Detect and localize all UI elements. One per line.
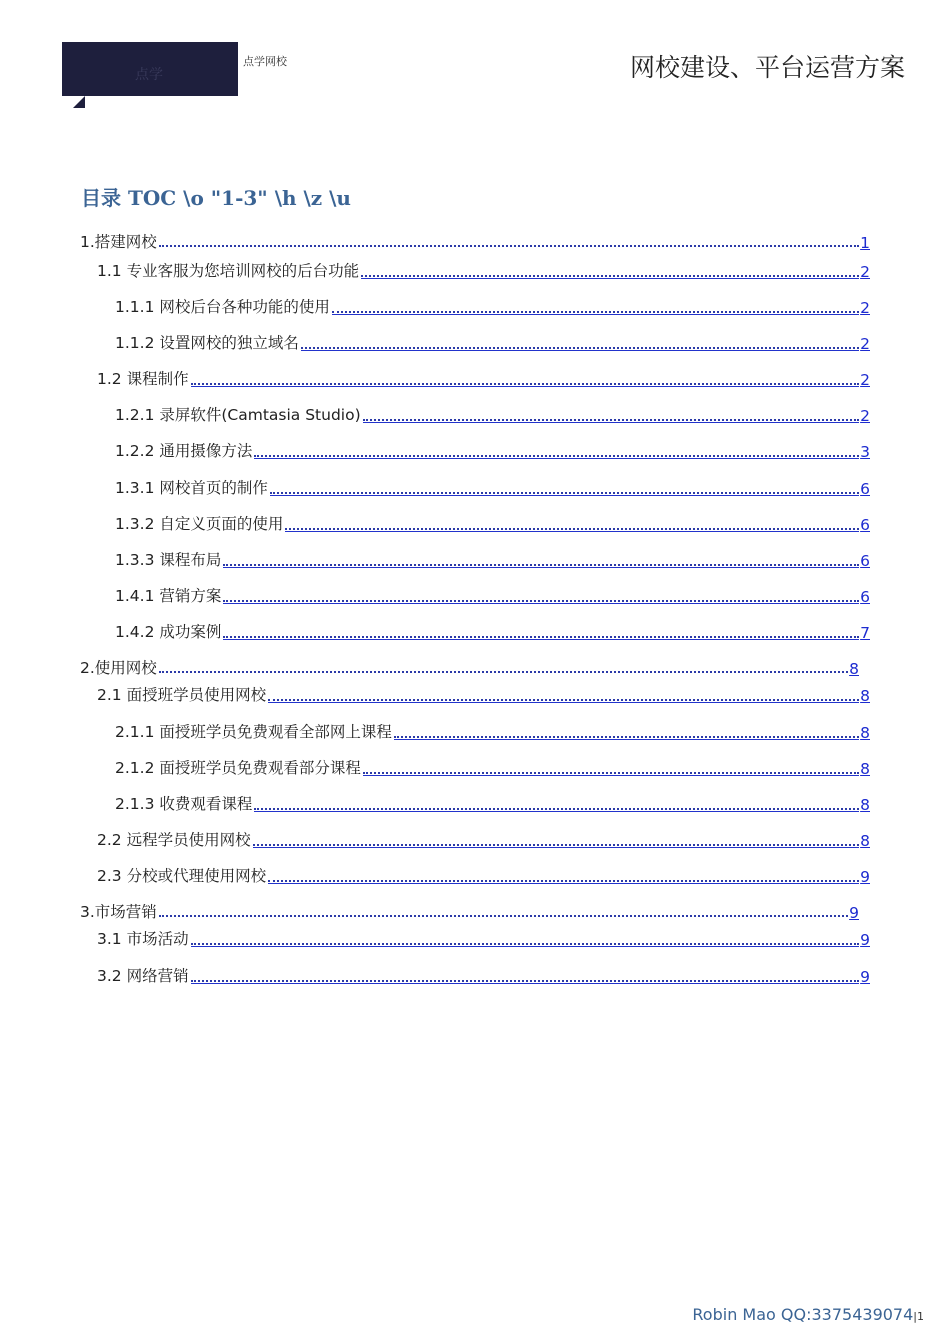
- toc-entry[interactable]: [97, 259, 870, 281]
- toc-entry[interactable]: [80, 230, 870, 252]
- document-title: 网校建设、平台运营方案: [629, 53, 905, 82]
- toc-dot-leader: [191, 980, 860, 982]
- toc-page-number: 2: [860, 335, 870, 353]
- toc-dot-leader: [191, 943, 860, 945]
- toc-dot-leader: [254, 455, 859, 457]
- toc-entry-title: 3.市场营销: [80, 903, 157, 921]
- toc-entry-title: 2.3 分校或代理使用网校: [97, 867, 267, 885]
- toc-dot-leader: [285, 528, 859, 530]
- toc-page-number: 7: [860, 624, 870, 642]
- toc-page-number: 8: [849, 660, 859, 678]
- toc-entry-title: 1.2.2 通用摄像方法: [115, 442, 253, 460]
- toc-dot-leader: [268, 880, 859, 882]
- toc-entry-title: 3.2 网络营销: [97, 967, 189, 985]
- toc-dot-leader: [159, 671, 848, 673]
- toc-dot-leader: [223, 600, 859, 602]
- toc-heading: 目录 TOC \o "1-3" \h \z \u: [81, 186, 351, 210]
- toc-entry[interactable]: [97, 367, 870, 389]
- toc-page-number: 9: [860, 868, 870, 886]
- toc-entry[interactable]: [115, 720, 870, 742]
- toc-dot-leader: [394, 736, 859, 738]
- toc-page-number: 9: [860, 968, 870, 986]
- toc-page-number: 8: [860, 760, 870, 778]
- toc-page-number: 2: [860, 263, 870, 281]
- toc-page-number: 1: [860, 234, 870, 252]
- toc-entry[interactable]: [97, 864, 870, 886]
- toc-page-number: 8: [860, 724, 870, 742]
- toc-page-number: 8: [860, 796, 870, 814]
- toc-entry-title: 2.1.1 面授班学员免费观看全部网上课程: [115, 723, 392, 741]
- toc-entry[interactable]: [115, 792, 870, 814]
- toc-entry-title: 1.1.2 设置网校的独立域名: [115, 334, 299, 352]
- logo-text: 点学: [135, 67, 163, 83]
- toc-entry-title: 2.1.2 面授班学员免费观看部分课程: [115, 759, 361, 777]
- toc-entry-title: 2.1 面授班学员使用网校: [97, 686, 267, 704]
- toc-page-number: 6: [860, 552, 870, 570]
- toc-dot-leader: [223, 636, 859, 638]
- toc-entry-title: 1.搭建网校: [80, 233, 157, 251]
- toc-entry[interactable]: [115, 331, 870, 353]
- toc-page-number: 2: [860, 407, 870, 425]
- toc-entry-title: 1.1.1 网校后台各种功能的使用: [115, 298, 330, 316]
- footer-page-separator: |: [913, 1310, 917, 1323]
- page-footer: [692, 1305, 924, 1324]
- toc-dot-leader: [363, 772, 859, 774]
- toc-entry-title: 1.4.2 成功案例: [115, 623, 222, 641]
- toc-entry[interactable]: [115, 756, 870, 778]
- toc-dot-leader: [223, 564, 859, 566]
- toc-dot-leader: [191, 383, 860, 385]
- toc-entry-title: 1.3.1 网校首页的制作: [115, 479, 268, 497]
- toc-entry-title: 1.1 专业客服为您培训网校的后台功能: [97, 262, 360, 280]
- toc-dot-leader: [268, 699, 859, 701]
- toc-entry-title: 1.2 课程制作: [97, 370, 189, 388]
- toc-entry-title: 1.2.1 录屏软件(Camtasia Studio): [115, 406, 361, 424]
- toc-dot-leader: [254, 808, 859, 810]
- toc-page-number: 6: [860, 480, 870, 498]
- toc-entry-title: 2.使用网校: [80, 659, 157, 677]
- toc-entry[interactable]: [115, 295, 870, 317]
- toc-page-number: 2: [860, 299, 870, 317]
- toc-page-number: 9: [860, 931, 870, 949]
- toc-dot-leader: [361, 275, 859, 277]
- toc-entry-title: 3.1 市场活动: [97, 930, 189, 948]
- toc-entry[interactable]: [115, 548, 870, 570]
- toc-page-number: 3: [860, 443, 870, 461]
- toc-entry[interactable]: [97, 927, 870, 949]
- toc-entry-title: 2.1.3 收费观看课程: [115, 795, 253, 813]
- toc-entry-title: 1.3.3 课程布局: [115, 551, 222, 569]
- toc-page-number: 8: [860, 832, 870, 850]
- footer-page-number: 1: [917, 1310, 924, 1323]
- toc-page-number: 8: [860, 687, 870, 705]
- toc-dot-leader: [301, 347, 859, 349]
- toc-entry-title: 2.2 远程学员使用网校: [97, 831, 251, 849]
- toc-dot-leader: [253, 844, 860, 846]
- toc-page-number: 6: [860, 516, 870, 534]
- toc-entry[interactable]: [80, 900, 859, 922]
- logo-side-text: 点学网校: [243, 55, 287, 68]
- toc-entry[interactable]: [115, 403, 870, 425]
- toc-entry[interactable]: [115, 512, 870, 534]
- toc-dot-leader: [363, 419, 859, 421]
- toc-entry[interactable]: [115, 620, 870, 642]
- toc-dot-leader: [270, 492, 859, 494]
- toc-entry-title: 1.3.2 自定义页面的使用: [115, 515, 284, 533]
- toc-page-number: 6: [860, 588, 870, 606]
- footer-author: Robin Mao QQ:3375439074: [692, 1305, 914, 1324]
- toc-entry[interactable]: [97, 964, 870, 986]
- toc-entry[interactable]: [115, 439, 870, 461]
- toc-page-number: 9: [849, 904, 859, 922]
- toc-entry-title: 1.4.1 营销方案: [115, 587, 222, 605]
- toc-entry[interactable]: [97, 683, 870, 705]
- toc-dot-leader: [159, 915, 848, 917]
- toc-entry[interactable]: [115, 476, 870, 498]
- toc-page-number: 2: [860, 371, 870, 389]
- toc-entry[interactable]: [115, 584, 870, 606]
- toc-entry[interactable]: [97, 828, 870, 850]
- toc-entry[interactable]: [80, 656, 859, 678]
- toc-dot-leader: [159, 245, 859, 247]
- toc-dot-leader: [332, 311, 859, 313]
